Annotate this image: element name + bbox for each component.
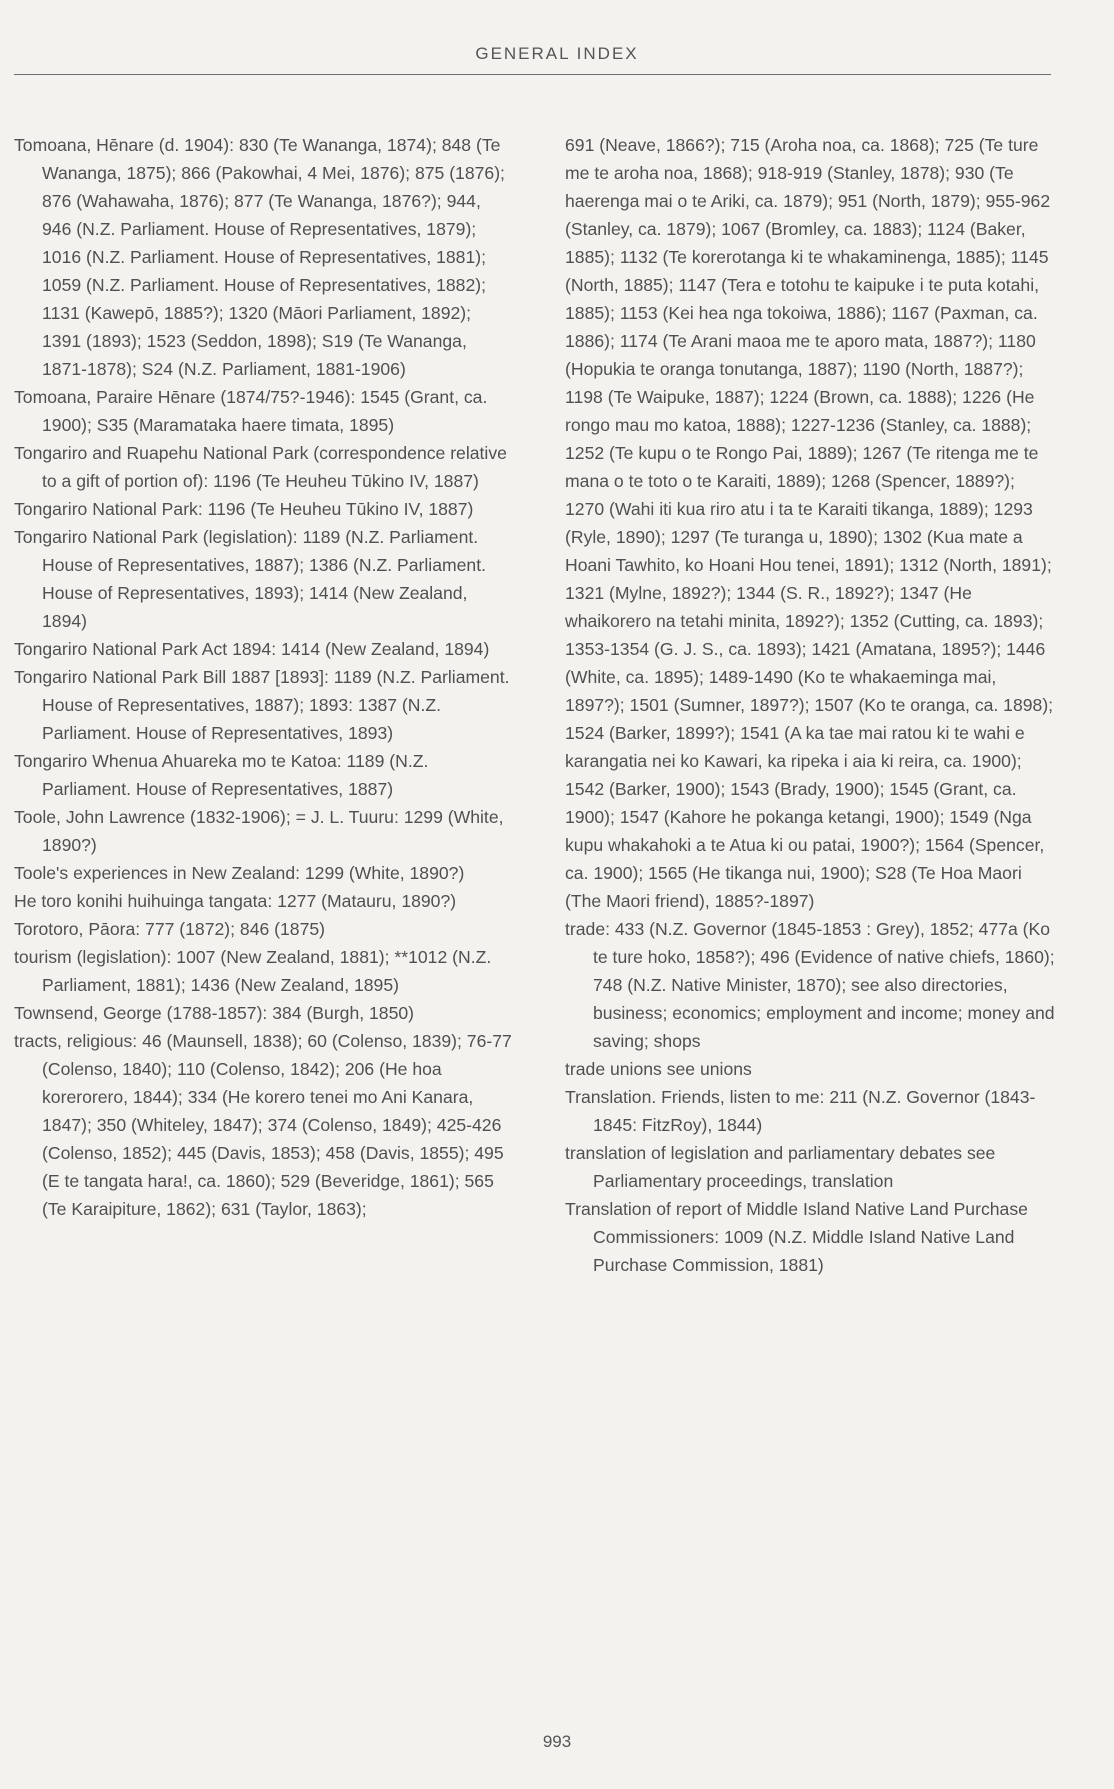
index-entry: Tongariro and Ruapehu National Park (correspondence relative to a gift of portion of): 1196 (Te Heuheu Tūkino IV, 1887) (14, 443, 507, 491)
index-entry: Tongariro National Park Bill 1887 [1893]: 1189 (N.Z. Parliament. House of Representatives, 1887); 1893: 1387 (N.Z. Parliament. House of Representatives, 1893) (14, 667, 510, 743)
index-entry: He toro konihi huihuinga tangata: 1277 (Matauru, 1890?) (14, 891, 457, 911)
header-rule (14, 74, 1051, 75)
index-entry: Tomoana, Paraire Hēnare (1874/75?-1946): 1545 (Grant, ca. 1900); S35 (Maramataka haere timata, 1895) (14, 387, 488, 435)
index-entry: Toole, John Lawrence (1832-1906); = J. L. Tuuru: 1299 (White, 1890?) (14, 807, 504, 855)
index-entry: Tongariro National Park (legislation): 1189 (N.Z. Parliament. House of Representatives, 1887); 1386 (N.Z. Parliament. House of Representatives, 1893); 1414 (New Zealand, 1894) (14, 527, 486, 631)
index-entry: translation of legislation and parliamentary debates see Parliamentary proceedings, translation (565, 1143, 996, 1191)
index-entry: tourism (legislation): 1007 (New Zealand, 1881); **1012 (N.Z. Parliament, 1881); 1436 (New Zealand, 1895) (14, 947, 492, 995)
index-entry: Townsend, George (1788-1857): 384 (Burgh, 1850) (14, 1003, 415, 1023)
index-entry: Translation of report of Middle Island Native Land Purchase Commissioners: 1009 (N.Z. Middle Island Native Land Purchase Commission, 1881) (565, 1199, 1028, 1275)
index-entry: tracts, religious: 46 (Maunsell, 1838); 60 (Colenso, 1839); 76-77 (Colenso, 1840); 110 (Colenso, 1842); 206 (He hoa korerorero, 1844); 334 (He korero tenei mo Ani Kanara, 1847); 350 (Whiteley, 1847); 374 (Colenso, 1849); 425-426 (Colenso, 1852); 445 (Davis, 1853); 458 (Davis, 1855); 495 (E te tangata hara!, ca. 1860); 529 (Beveridge, 1861); 565 (Te Karaipiture, 1862); 631 (Taylor, 1863); (14, 1031, 512, 1219)
page-header: GENERAL INDEX (475, 44, 639, 63)
page-number: 993 (542, 1732, 572, 1751)
index-entry: Tongariro National Park Act 1894: 1414 (New Zealand, 1894) (14, 639, 490, 659)
index-entry: Torotoro, Pāora: 777 (1872); 846 (1875) (14, 919, 326, 939)
index-entry: Tongariro National Park: 1196 (Te Heuheu Tūkino IV, 1887) (14, 499, 474, 519)
index-entry: trade: 433 (N.Z. Governor (1845-1853 : Grey), 1852; 477a (Ko te ture hoko, 1858?); 496 (Evidence of native chiefs, 1860); 748 (N.Z. Native Minister, 1870); see also directories, business; economics; employment and income; money and saving; shops (565, 919, 1055, 1051)
index-entry: Toole's experiences in New Zealand: 1299 (White, 1890?) (14, 863, 465, 883)
index-entry: Tongariro Whenua Ahuareka mo te Katoa: 1189 (N.Z. Parliament. House of Representatives, 1887) (14, 751, 429, 799)
index-entry: trade unions see unions (565, 1059, 752, 1079)
index-entry-continuation: 691 (Neave, 1866?); 715 (Aroha noa, ca. 1868); 725 (Te ture me te aroha noa, 1868); 918-919 (Stanley, 1878); 930 (Te haerenga mai o te Ariki, ca. 1879); 951 (North, 1879); 955-962 (Stanley, ca. 1879); 1067 (Bromley, ca. 1883); 1124 (Baker, 1885); 1132 (Te korerotanga ki te whakaminenga, 1885); 1145 (North, 1885); 1147 (Tera e totohu te kaipuke i te puta kotahi, 1885); 1153 (Kei hea nga tokoiwa, 1886); 1167 (Paxman, ca. 1886); 1174 (Te Arani maoa me te aporo mata, 1887?); 1180 (Hopukia te oranga tonutanga, 1887); 1190 (North, 1887?); 1198 (Te Waipuke, 1887); 1224 (Brown, ca. 1888); 1226 (He rongo mau mo katoa, 1888); 1227-1236 (Stanley, ca. 1888); 1252 (Te kupu o te Rongo Pai, 1889); 1267 (Te ritenga me te mana o te toto o te Karaiti, 1889); 1268 (Spencer, 1889?); 1270 (Wahi iti kua riro atu i ta te Karaiti tikanga, 1889); 1293 (Ryle, 1890); 1297 (Te turanga u, 1890); 1302 (Kua mate a Hoani Tawhito, ko Hoani Hou tenei, 1891); 1312 (North, 1891); 1321 (Mylne, 1892?); 1344 (S. R., 1892?); 1347 (He whaikorero na tetahi minita, 1892?); 1352 (Cutting, ca. 1893); 1353-1354 (G. J. S., ca. 1893); 1421 (Amatana, 1895?); 1446 (White, ca. 1895); 1489-1490 (Ko te whakaeminga mai, 1897?); 1501 (Sumner, 1897?); 1507 (Ko te oranga, ca. 1898); 1524 (Barker, 1899?); 1541 (A ka tae mai ratou ki te wahi e karangatia nei ko Kawari, ka ripeka i aia ki reira, ca. 1900); 1542 (Barker, 1900); 1543 (Brady, 1900); 1545 (Grant, ca. 1900); 1547 (Kahore he pokanga ketangi, 1900); 1549 (Nga kupu whakahoki a te Atua ki ou patai, 1900?); 1564 (Spencer, ca. 1900); 1565 (He tikanga nui, 1900); S28 (Te Hoa Maori (The Maori friend), 1885?-1897) (565, 135, 1054, 911)
index-column-right (565, 131, 1057, 1279)
index-entry: Translation. Friends, listen to me: 211 (N.Z. Governor (1843-1845: FitzRoy), 1844) (565, 1087, 1036, 1135)
index-entry: Tomoana, Hēnare (d. 1904): 830 (Te Wananga, 1874); 848 (Te Wananga, 1875); 866 (Pakowhai, 4 Mei, 1876); 875 (1876); 876 (Wahawaha, 1876); 877 (Te Wananga, 1876?); 944, 946 (N.Z. Parliament. House of Representatives, 1879); 1016 (N.Z. Parliament. House of Representatives, 1881); 1059 (N.Z. Parliament. House of Representatives, 1882); 1131 (Kawepō, 1885?); 1320 (Māori Parliament, 1892); 1391 (1893); 1523 (Seddon, 1898); S19 (Te Wananga, 1871-1878); S24 (N.Z. Parliament, 1881-1906) (14, 135, 505, 379)
index-column-left (14, 131, 512, 1223)
